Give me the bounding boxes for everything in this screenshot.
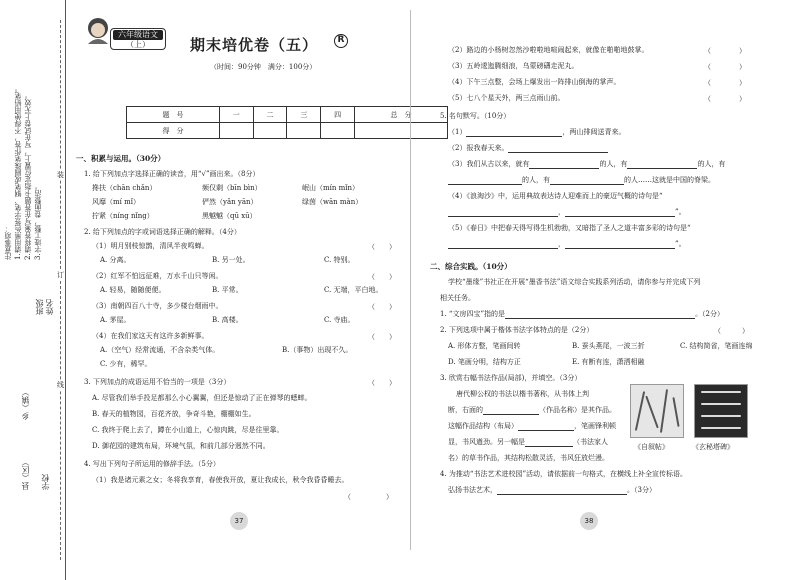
answer-paren[interactable]: （ ）	[368, 379, 396, 387]
q5-5: （5）《春日》中把春天得写得生机勃勃，又暗指了圣人之道丰富多彩的诗句是“	[448, 224, 691, 232]
q2-1-opt[interactable]: B. 另一处。	[212, 256, 250, 264]
q1-item[interactable]: 岷山（mín mǐn）	[302, 184, 359, 192]
answer-paren[interactable]: （ ）	[344, 493, 393, 501]
q5-3-c: 的人，有	[697, 160, 726, 168]
blank[interactable]	[518, 423, 574, 431]
q5-1-b: ，两山排闼送青来。	[562, 128, 626, 136]
q5-3-d: 的人，有	[522, 176, 550, 184]
q2-2-opt[interactable]: A. 轻易，随随便便。	[100, 286, 166, 294]
answer-paren[interactable]: （ ）	[704, 47, 746, 55]
grade-bottom: （上）	[126, 40, 150, 49]
q1-item[interactable]: 搀扶（chān chǎn）	[92, 184, 157, 192]
task-4-b: 弘扬书法艺术，	[448, 486, 497, 494]
blank[interactable]	[550, 177, 624, 185]
q5-4: （4）《浪淘沙》中，运用典故表达诗人迎难而上的豪迈气概的诗句是“	[448, 192, 663, 200]
intro-line-1: 学校“墨缘”书社正在开展“墨香书法”语文综合实践系列活动，请你参与并完成下列	[448, 278, 701, 286]
page-number-right: 38	[580, 512, 598, 530]
notice-line-1: 1.请用黑色签字笔、钢笔或圆珠笔作答，不得使用铅笔。	[14, 85, 22, 260]
blank[interactable]	[508, 145, 608, 153]
task-2-opt[interactable]: C. 结构简省，笔画连绵	[680, 342, 753, 350]
q5-5-cont	[448, 240, 686, 249]
calligraphy-cursive-image	[630, 384, 684, 438]
q1-item[interactable]: 黑魆魆（qū xū）	[202, 212, 257, 220]
score-header-cell: 题 号	[127, 107, 220, 123]
blank[interactable]	[466, 129, 562, 137]
section-1-title: 一、积累与运用。（30分）	[76, 154, 166, 163]
answer-paren[interactable]: （ ）	[368, 333, 396, 341]
subtitle: （时间：90分钟 满分：100分）	[210, 63, 317, 71]
blank[interactable]	[497, 487, 627, 495]
q2-3-opt[interactable]: A. 茅屋。	[100, 316, 131, 324]
q5-2	[448, 144, 608, 153]
q4-4: （4）下午三点整，会场上爆发出一阵排山倒海的掌声。	[448, 78, 621, 86]
task-1-text: 1. “文房四宝”指的是	[440, 310, 506, 318]
q2-3-opt[interactable]: B. 高楼。	[212, 316, 243, 324]
field-county[interactable]: 县（区）	[21, 458, 30, 490]
task-4: 4. 为推动“书法艺术进校园”活动，请依据前一句格式，在横线上补全宣传标语。	[440, 470, 688, 478]
task-3-l3a: 这幅作品结构（布局）	[448, 422, 518, 430]
task-2-opt[interactable]: B. 蚕头燕尾，一波三折	[572, 342, 645, 350]
q5-5-c: ”。	[675, 240, 686, 248]
task-3-l3b: ，笔画锋利顿	[574, 422, 616, 430]
cut-line	[60, 20, 61, 560]
score-table	[126, 106, 448, 139]
blank[interactable]	[448, 241, 558, 249]
score-header-cell: 总 分	[355, 107, 448, 123]
task-3-l2b: （作品名称）是其作品。	[539, 406, 616, 414]
score-cell[interactable]	[321, 123, 355, 139]
task-3-l4b: （书法家人	[573, 438, 608, 446]
q4-5: （5）七八个星天外，两三点雨山前。	[448, 94, 565, 102]
score-cell[interactable]	[219, 123, 253, 139]
page-title: 期末培优卷（五）	[190, 36, 319, 54]
q4-1: （1）我是诸元素之女；冬将我享育，春使我开放，夏让我成长，秋令我昏昏睡去。	[92, 476, 349, 484]
answer-paren[interactable]: （ ）	[704, 63, 746, 71]
caption-zixu: 《自叙帖》	[634, 443, 669, 451]
page-number-left: 37	[230, 512, 248, 530]
q1: 1. 给下列加点字选择正确的读音，用“√”画出来。（8分）	[84, 170, 260, 178]
blank[interactable]	[627, 161, 697, 169]
grade-tag	[110, 28, 166, 50]
task-2-opt[interactable]: D. 笔画分明，结构方正	[448, 358, 521, 366]
q5-3-cont	[448, 176, 715, 185]
q5-3-e: 的人……这就是中国的脊梁。	[624, 176, 715, 184]
q5-4-cont	[448, 208, 686, 217]
field-town[interactable]: 乡（镇）	[21, 388, 30, 420]
cut-mark-1: 装	[57, 171, 64, 179]
grade-top: 六年级语文	[113, 30, 163, 40]
q4: 4. 写出下列句子所运用的修辞手法。（5分）	[84, 460, 220, 468]
task-3-line-2	[448, 406, 616, 415]
q4-2: （2）路边的小杨树忽然沙啦啦地喧闹起来，就像在啪啪地鼓掌。	[448, 46, 649, 54]
task-2: 2. 下列选项中属于楷体书法字体特点的是（2分）	[440, 326, 594, 334]
q2-4-opt[interactable]: C. 少有，稀罕。	[100, 360, 152, 368]
q1-item[interactable]: 拧紧（níng nǐng）	[92, 212, 154, 220]
task-3-line-5: 名）的草书作品，其结构松散灵活，书风狂放烂漫。	[448, 454, 609, 462]
q5-2-a: （2）报我春天来。	[448, 144, 509, 152]
q2-4-opt[interactable]: B.（事物）出现不久。	[282, 346, 353, 354]
q5-1-a: （1）	[448, 128, 467, 136]
q2-1-opt[interactable]: A. 分离。	[100, 256, 131, 264]
task-2-opt[interactable]: E. 有断有连，潇洒相融	[572, 358, 645, 366]
q1-item[interactable]: 频仅剩（bīn bìn）	[202, 184, 262, 192]
task-4-line	[448, 486, 656, 495]
page-divider	[410, 10, 411, 550]
blank[interactable]	[565, 209, 675, 217]
registered-mark: R	[334, 34, 348, 48]
answer-paren[interactable]: （ ）	[704, 95, 746, 103]
task-3-line-4	[448, 438, 608, 447]
q5-5-b: ，	[558, 240, 565, 248]
task-2-opt[interactable]: A. 形体方整，笔画间转	[448, 342, 521, 350]
q5-4-b: ，	[558, 208, 565, 216]
blank[interactable]	[483, 407, 539, 415]
answer-paren[interactable]: （ ）	[368, 273, 396, 281]
task-4-end: 。（3分）	[627, 486, 656, 494]
binding-strip	[0, 0, 66, 580]
q2-1: （1）明月别枝惊鹊，清风半夜鸣蝉。	[92, 242, 209, 250]
field-class[interactable]: 班级	[35, 299, 44, 315]
task-1-end: 。（2分）	[695, 310, 725, 318]
cut-mark-2: 订	[57, 271, 64, 279]
task-3-line-1: 唐代柳公权的书法以楷书著称，从书体上判	[456, 390, 589, 398]
q1-item[interactable]: 俨然（yǎn yān）	[202, 198, 258, 206]
q2-3-opt[interactable]: C. 寺庙。	[324, 316, 355, 324]
q5: 5. 名句默写。（10分）	[440, 112, 511, 120]
q2-2-opt[interactable]: B. 平常。	[212, 286, 243, 294]
score-cell[interactable]	[253, 123, 287, 139]
task-3: 3. 欣赏右幅书法作品(局部)，并填空。（3分）	[440, 374, 582, 382]
answer-paren[interactable]: （ ）	[704, 79, 746, 87]
score-cell[interactable]	[355, 123, 448, 139]
notice-line-2: 2.请将答案写在答题卡指定位置上，写在试卷上无效。	[24, 92, 32, 260]
task-3-line-3	[448, 422, 616, 431]
blank[interactable]	[505, 311, 695, 319]
q2-4-opt[interactable]: A.（空气）经常流通，不含杂类气体。	[100, 346, 220, 354]
score-header-cell: 一	[219, 107, 253, 123]
intro-line-2: 相关任务。	[440, 294, 475, 302]
q2-4: （4）在我们家这天有这许多新鲜事。	[92, 332, 209, 340]
q3-opt-b[interactable]: B. 春天的植物园，百花齐放，争奇斗艳，棚棚如生。	[92, 410, 256, 418]
blank[interactable]	[565, 241, 675, 249]
blank[interactable]	[529, 161, 599, 169]
q3-opt-c[interactable]: C. 我终于爬上去了，蹲在小山道上，心惊肉跳，尽是往里靠。	[92, 426, 284, 434]
score-row-label: 得 分	[127, 123, 220, 139]
notice-title: 注意事项：	[4, 225, 12, 260]
field-name[interactable]: 姓名	[45, 299, 54, 315]
q5-1	[448, 128, 625, 137]
blank[interactable]	[525, 439, 573, 447]
calligraphy-regular-image	[694, 384, 748, 438]
caption-xuanmi: 《玄秘塔碑》	[692, 443, 734, 451]
q2-1-opt[interactable]: C. 特别。	[324, 256, 355, 264]
q2-2-opt[interactable]: C. 无端，平白地。	[324, 286, 383, 294]
section-2-title: 二、综合实践。（10分）	[430, 262, 512, 271]
q5-3-b: 的人，有	[599, 160, 628, 168]
score-cell[interactable]	[287, 123, 321, 139]
q5-3-a: （3）我们从古以来，就有	[448, 160, 530, 168]
q1-item[interactable]: 绿茵（wān màn）	[302, 198, 363, 206]
task-1	[440, 310, 724, 319]
blank[interactable]	[448, 177, 522, 185]
q5-3	[448, 160, 725, 169]
q3: 3. 下列加点的成语运用不恰当的一项是（3分）	[84, 378, 231, 386]
answer-paren[interactable]: （ ）	[368, 303, 396, 311]
score-header-cell: 三	[287, 107, 321, 123]
q2: 2. 给下列加点的字或词语选择正确的解释。（4分）	[84, 228, 241, 236]
answer-paren[interactable]: （ ）	[714, 327, 749, 335]
blank[interactable]	[448, 209, 558, 217]
task-3-l4: 显，书风遒劲。另一幅是	[448, 438, 525, 446]
q2-2: （2）红军不怕远征难，万水千山只等闲。	[92, 272, 223, 280]
notice-line-3: 3.字迹工整，卷面整洁。	[34, 183, 42, 260]
q3-opt-d[interactable]: D. 御花园的建筑布局，环境气氛，和前几部分迥然不同。	[92, 442, 270, 450]
q2-3: （3）南朝四百八十寺，多少楼台烟雨中。	[92, 302, 223, 310]
q4-3: （3）五岭逶迤腾细浪，乌蒙磅礴走泥丸。	[448, 62, 579, 70]
task-3-l2a: 断，右面的	[448, 406, 483, 414]
field-school[interactable]: 学校	[41, 474, 50, 490]
score-header-cell: 四	[321, 107, 355, 123]
q5-4-c: ”。	[675, 208, 686, 216]
q1-item[interactable]: 风靡（mí mǐ）	[92, 198, 140, 206]
score-header-cell: 二	[253, 107, 287, 123]
cut-mark-3: 线	[57, 381, 64, 389]
answer-paren[interactable]: （ ）	[368, 243, 396, 251]
q3-opt-a[interactable]: A. 尽管我们举手投足都那么小心翼翼，但还是惊动了正在弹琴的蟋蟀。	[92, 394, 312, 402]
